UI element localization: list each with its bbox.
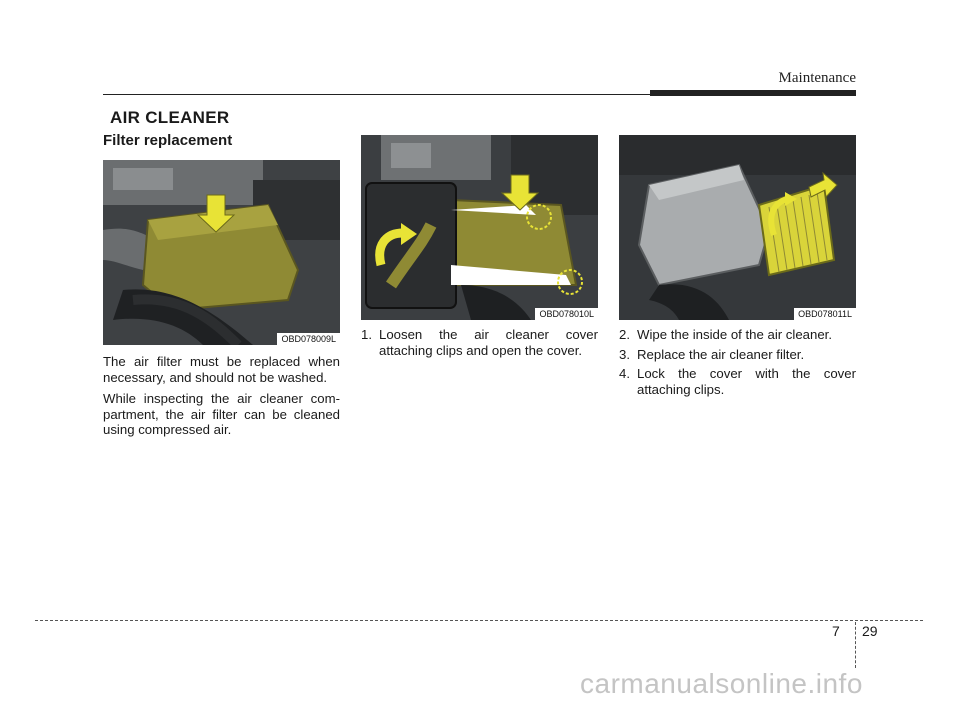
sub-title: Filter replacement <box>103 132 233 149</box>
photo-air-cleaner-housing <box>103 160 340 345</box>
paragraph: The air filter must be replaced when necessary, and should not be washed. <box>103 354 340 385</box>
paragraph: While inspecting the air cleaner com-partment, the air filter can be cleaned using compressed air. <box>103 391 340 437</box>
step-item <box>361 327 598 358</box>
photo-replace-filter <box>619 135 856 320</box>
photo-loosen-clips <box>361 135 598 320</box>
step-number: 2. <box>619 327 630 342</box>
page-number: 29 <box>862 623 878 639</box>
step-item <box>619 366 856 397</box>
step-item <box>619 347 856 363</box>
header-rule-thick <box>650 90 856 96</box>
photo-illustration <box>361 135 598 320</box>
photo-illustration <box>103 160 340 345</box>
watermark: carmanualsonline.info <box>580 668 863 699</box>
step-text: Replace the air cleaner filter. <box>637 346 805 362</box>
image-code: OBD078009L <box>277 333 340 345</box>
step-number: 4. <box>619 366 630 381</box>
header-title: Maintenance <box>778 70 856 86</box>
column3-text <box>619 327 856 401</box>
footer-divider <box>35 620 923 621</box>
step-item <box>619 327 856 343</box>
step-number: 1. <box>361 327 372 342</box>
step-text: Lock the cover with the cover attaching clips. <box>637 366 856 397</box>
step-number: 3. <box>619 346 630 362</box>
chapter-number: 7 <box>832 623 840 639</box>
header-rule <box>103 94 651 95</box>
section-title: AIR CLEANER <box>110 108 230 127</box>
column2-text <box>361 327 598 362</box>
image-code: OBD078010L <box>535 308 598 320</box>
column1-text <box>103 354 340 438</box>
step-text: Loosen the air cleaner cover attaching clips and open the cover. <box>379 327 598 358</box>
photo-illustration <box>619 135 856 320</box>
image-code: OBD078011L <box>794 308 856 320</box>
step-text: Wipe the inside of the air cleaner. <box>637 327 832 342</box>
footer-vertical-divider <box>855 622 856 668</box>
